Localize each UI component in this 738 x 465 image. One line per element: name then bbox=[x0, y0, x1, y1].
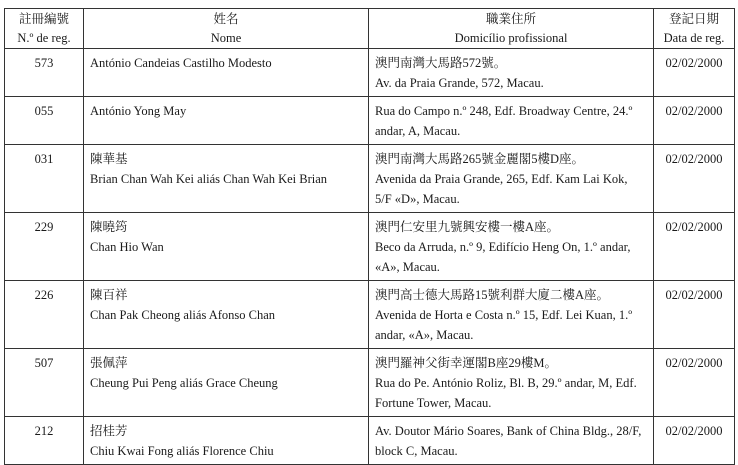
name-pt: António Candeias Castilho Modesto bbox=[90, 56, 272, 70]
name-pt: Chan Pak Cheong aliás Afonso Chan bbox=[90, 308, 276, 322]
address-cell bbox=[369, 213, 654, 281]
table-row bbox=[5, 281, 735, 349]
address-cell bbox=[369, 417, 654, 465]
header-name-pt: Nome bbox=[210, 31, 242, 45]
table-header-row bbox=[5, 9, 735, 49]
reg-number: 229 bbox=[34, 220, 54, 234]
address-zh: 澳門南灣大馬路572號。 bbox=[375, 56, 507, 70]
address-cell bbox=[369, 49, 654, 97]
address-pt: Avenida de Horta e Costa n.º 15, Edf. Lei Kuan, 1.º andar, «A», Macau. bbox=[375, 308, 633, 342]
reg-number: 507 bbox=[34, 356, 54, 370]
address-cell bbox=[369, 97, 654, 145]
date-cell bbox=[654, 213, 735, 281]
address-zh: 澳門高士德大馬路15號利群大廈二樓A座。 bbox=[375, 288, 610, 302]
name-pt: Chan Hio Wan bbox=[90, 240, 164, 254]
date-cell bbox=[654, 145, 735, 213]
header-address-zh: 職業住所 bbox=[485, 12, 536, 26]
address-pt: Rua do Campo n.º 248, Edf. Broadway Centre, 24.º andar, A, Macau. bbox=[375, 104, 633, 138]
header-address bbox=[369, 9, 654, 49]
name-zh: 陳百祥 bbox=[90, 288, 128, 302]
address-pt: Av. da Praia Grande, 572, Macau. bbox=[375, 76, 544, 90]
reg-date: 02/02/2000 bbox=[665, 152, 723, 166]
name-zh: 陳華基 bbox=[90, 152, 128, 166]
name-zh: 招桂芳 bbox=[90, 424, 128, 438]
reg-number-cell bbox=[5, 49, 84, 97]
address-pt: Avenida da Praia Grande, 265, Edf. Kam Lai Kok, 5/F «D», Macau. bbox=[375, 172, 628, 206]
reg-number: 573 bbox=[34, 56, 54, 70]
address-cell bbox=[369, 281, 654, 349]
reg-date: 02/02/2000 bbox=[665, 56, 723, 70]
address-cell bbox=[369, 349, 654, 417]
date-cell bbox=[654, 97, 735, 145]
reg-number-cell bbox=[5, 349, 84, 417]
reg-number: 031 bbox=[34, 152, 54, 166]
name-zh: 陳曉筠 bbox=[90, 220, 128, 234]
header-date bbox=[654, 9, 735, 49]
name-pt: Chiu Kwai Fong aliás Florence Chiu bbox=[90, 444, 274, 458]
name-pt: António Yong May bbox=[90, 104, 187, 118]
address-zh: 澳門羅神父街幸運閣B座29樓M。 bbox=[375, 356, 557, 370]
name-pt: Cheung Pui Peng aliás Grace Cheung bbox=[90, 376, 278, 390]
reg-number-cell bbox=[5, 97, 84, 145]
reg-number: 055 bbox=[34, 104, 54, 118]
reg-number-cell bbox=[5, 281, 84, 349]
reg-number-cell bbox=[5, 417, 84, 465]
reg-date: 02/02/2000 bbox=[665, 288, 723, 302]
reg-date: 02/02/2000 bbox=[665, 424, 723, 438]
date-cell bbox=[654, 349, 735, 417]
header-address-pt: Domicílio profissional bbox=[454, 31, 568, 45]
name-pt: Brian Chan Wah Kei aliás Chan Wah Kei Brian bbox=[90, 172, 328, 186]
header-name bbox=[84, 9, 369, 49]
reg-number-cell bbox=[5, 213, 84, 281]
date-cell bbox=[654, 49, 735, 97]
table-row bbox=[5, 213, 735, 281]
header-date-zh: 登記日期 bbox=[668, 12, 719, 26]
header-reg-number-pt: N.º de reg. bbox=[17, 31, 71, 45]
table-row bbox=[5, 97, 735, 145]
name-cell bbox=[84, 145, 369, 213]
header-reg-number-zh: 註冊編號 bbox=[18, 12, 69, 26]
address-cell bbox=[369, 145, 654, 213]
name-cell bbox=[84, 281, 369, 349]
reg-number: 226 bbox=[34, 288, 54, 302]
header-date-pt: Data de reg. bbox=[663, 31, 725, 45]
date-cell bbox=[654, 417, 735, 465]
name-cell bbox=[84, 49, 369, 97]
reg-number-cell bbox=[5, 145, 84, 213]
address-pt: Beco da Arruda, n.º 9, Edifício Heng On, 1.º andar, «A», Macau. bbox=[375, 240, 631, 274]
name-zh: 張佩萍 bbox=[90, 356, 128, 370]
address-zh: 澳門仁安里九號興安樓一樓A座。 bbox=[375, 220, 560, 234]
header-reg-number bbox=[5, 9, 84, 49]
date-cell bbox=[654, 281, 735, 349]
reg-number: 212 bbox=[34, 424, 54, 438]
name-cell bbox=[84, 213, 369, 281]
address-zh: 澳門南灣大馬路265號金麗閣5樓D座。 bbox=[375, 152, 585, 166]
table-row bbox=[5, 417, 735, 465]
name-cell bbox=[84, 97, 369, 145]
reg-date: 02/02/2000 bbox=[665, 104, 723, 118]
reg-date: 02/02/2000 bbox=[665, 356, 723, 370]
reg-date: 02/02/2000 bbox=[665, 220, 723, 234]
name-cell bbox=[84, 417, 369, 465]
address-pt: Rua do Pe. António Roliz, Bl. B, 29.º andar, M, Edf. Fortune Tower, Macau. bbox=[375, 376, 637, 410]
header-name-zh: 姓名 bbox=[213, 12, 239, 26]
registry-table bbox=[4, 8, 735, 465]
name-cell bbox=[84, 349, 369, 417]
table-row bbox=[5, 145, 735, 213]
table-row bbox=[5, 349, 735, 417]
table-row bbox=[5, 49, 735, 97]
address-pt: Av. Doutor Mário Soares, Bank of China Bldg., 28/F, block C, Macau. bbox=[375, 424, 642, 458]
